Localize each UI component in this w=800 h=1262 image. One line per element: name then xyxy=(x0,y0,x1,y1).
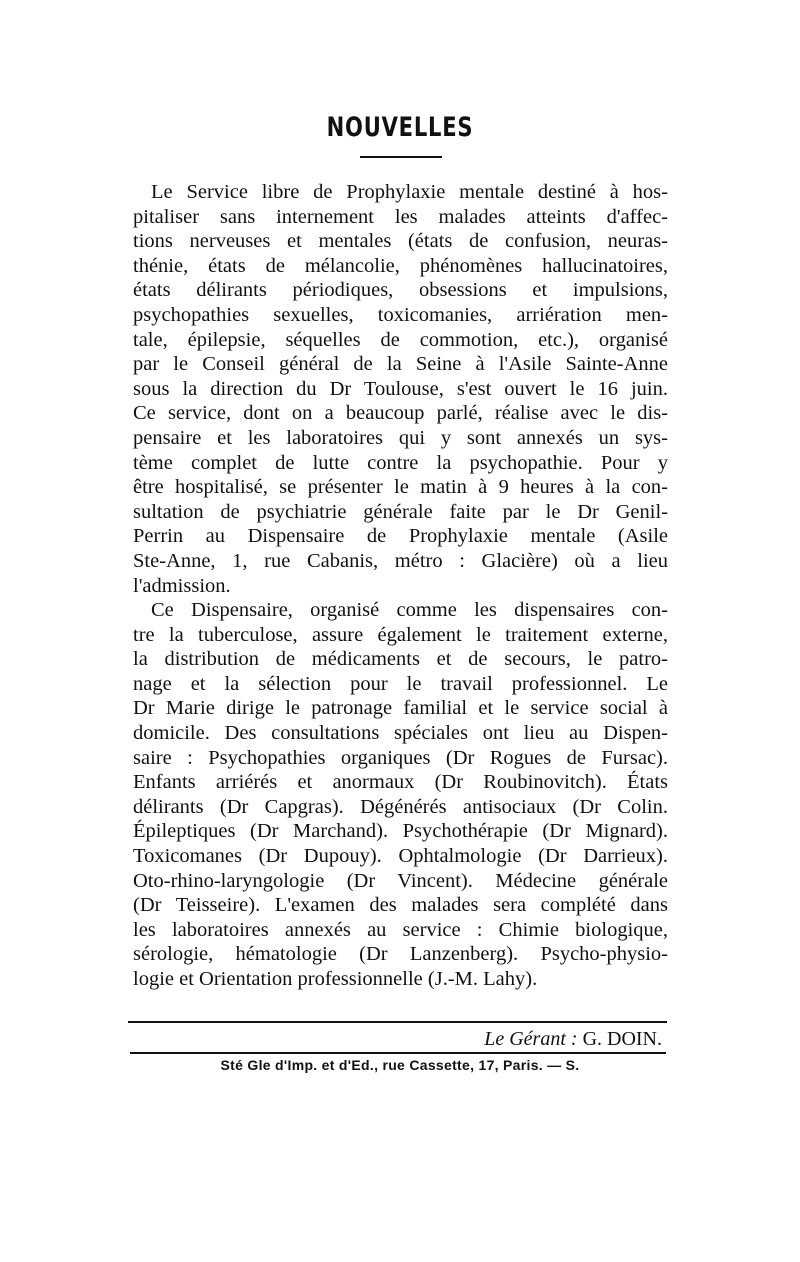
text-line: Ce Dispensaire, organisé comme les dispensaires con- xyxy=(151,599,668,622)
text-line: pensaire et les laboratoires qui y sont annexés un sys- xyxy=(133,426,668,449)
text-line: l'admission. xyxy=(133,574,231,597)
text-line: Toxicomanes (Dr Dupouy). Ophtalmologie (Dr Darrieux). xyxy=(133,845,668,868)
text-line: domicile. Des consultations spéciales ont lieu au Dispen- xyxy=(133,722,668,745)
text-line: saire : Psychopathies organiques (Dr Rogues de Fursac). xyxy=(133,746,668,769)
gerant-label: Le Gérant : xyxy=(484,1028,578,1050)
text-line: Ce service, dont on a beaucoup parlé, réalise avec le dis- xyxy=(133,402,668,425)
footer-rule-bottom xyxy=(130,1052,666,1054)
text-line: nage et la sélection pour le travail professionnel. Le xyxy=(133,672,668,695)
text-line: Enfants arriérés et anormaux (Dr Roubinovitch). États xyxy=(133,771,668,794)
text-line: Perrin au Dispensaire de Prophylaxie mentale (Asile xyxy=(133,525,668,548)
gerant-name: G. DOIN. xyxy=(582,1028,662,1050)
body-text xyxy=(133,180,668,992)
text-line: tale, épilepsie, séquelles de commotion, etc.), organisé xyxy=(133,328,668,351)
text-line: sérologie, hématologie (Dr Lanzenberg). Psycho-physio- xyxy=(133,943,668,966)
text-line: sultation de psychiatrie générale faite par le Dr Genil- xyxy=(133,500,668,523)
text-line: Ste-Anne, 1, rue Cabanis, métro : Glacière) où a lieu xyxy=(133,549,668,572)
text-line: Dr Marie dirige le patronage familial et le service social à xyxy=(133,697,668,720)
text-line: les laboratoires annexés au service : Chimie biologique, xyxy=(133,918,668,941)
text-line: être hospitalisé, se présenter le matin à 9 heures à la con- xyxy=(133,476,668,499)
text-line: (Dr Teisseire). L'examen des malades sera complété dans xyxy=(133,894,668,917)
text-line: tions nerveuses et mentales (états de confusion, neuras- xyxy=(133,230,668,253)
title-rule xyxy=(360,156,442,158)
imprint-line: Sté Gle d'Imp. et d'Ed., rue Cassette, 17, Paris. — S. xyxy=(220,1057,580,1073)
footer-rule-top xyxy=(128,1021,667,1023)
text-line: tre la tuberculose, assure également le traitement externe, xyxy=(133,623,668,646)
gerant-line xyxy=(484,1028,662,1051)
text-line: sous la direction du Dr Toulouse, s'est ouvert le 16 juin. xyxy=(133,377,668,400)
text-line: Oto-rhino-laryngologie (Dr Vincent). Médecine générale xyxy=(133,869,668,892)
text-line: psychopathies sexuelles, toxicomanies, arriération men- xyxy=(133,303,668,326)
text-line: logie et Orientation professionnelle (J.-M. Lahy). xyxy=(133,968,538,990)
text-line: par le Conseil général de la Seine à l'Asile Sainte-Anne xyxy=(133,353,668,376)
text-line: thénie, états de mélancolie, phénomènes hallucinatoires, xyxy=(133,254,668,277)
text-line: Épileptiques (Dr Marchand). Psychothérapie (Dr Mignard). xyxy=(133,820,668,843)
text-line: Le Service libre de Prophylaxie mentale destiné à hos- xyxy=(151,181,668,203)
text-line: tème complet de lutte contre la psychopathie. Pour y xyxy=(133,451,668,474)
text-line: états délirants périodiques, obsessions et impulsions, xyxy=(133,279,668,302)
text-line: la distribution de médicaments et de secours, le patro- xyxy=(133,648,668,671)
page-title: NOUVELLES xyxy=(326,112,474,143)
text-line: délirants (Dr Capgras). Dégénérés antisociaux (Dr Colin. xyxy=(133,795,668,818)
text-line: pitaliser sans internement les malades atteints d'affec- xyxy=(133,205,668,228)
